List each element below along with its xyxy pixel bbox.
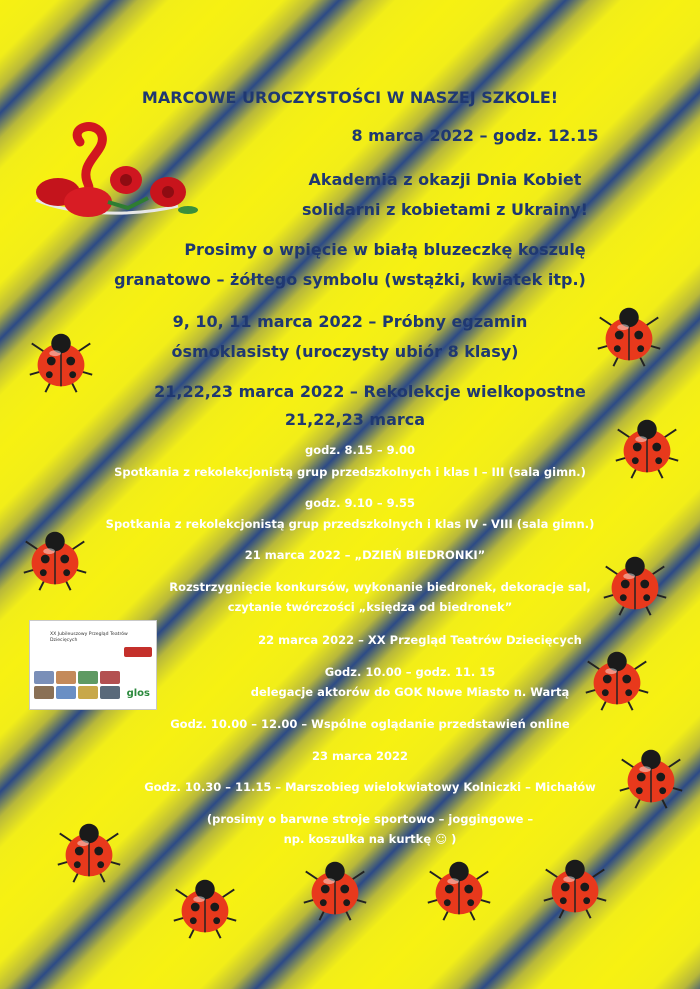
event-line: ósmoklasisty (uroczysty ubiór 8 klasy) (171, 342, 519, 361)
ladybug-icon (296, 850, 374, 928)
event-line: Prosimy o wpięcie w białą bluzeczkę koszulę (184, 240, 586, 259)
page-title: MARCOWE UROCZYSTOŚCI W NASZEJ SZKOLE! (141, 88, 559, 107)
glos-logo: glos (126, 688, 150, 699)
schedule-line: Rozstrzygnięcie konkursów, wykonanie biedronek, dekoracje sal, (169, 580, 591, 594)
event-line: solidarni z kobietami z Ukrainy! (302, 200, 588, 219)
schedule-line: godz. 8.15 – 9.00 (305, 443, 415, 457)
event-line: Akademia z okazji Dnia Kobiet (308, 170, 582, 189)
schedule-line: (prosimy o barwne stroje sportowo – joggingowe – (206, 812, 534, 826)
schedule-line: godz. 9.10 – 9.55 (305, 496, 415, 510)
ladybug-icon (50, 812, 128, 890)
schedule-line: np. koszulka na kurtkę ☺ ) (283, 832, 457, 846)
schedule-line: 21 marca 2022 – „DZIEŃ BIEDRONKI” (244, 548, 486, 562)
youtube-logo-icon (124, 647, 152, 657)
ladybug-icon (612, 738, 690, 816)
ladybug-icon (596, 545, 674, 623)
ladybug-icon (16, 520, 94, 598)
schedule-line: Godz. 10.00 – 12.00 – Wspólne oglądanie przedstawień online (170, 717, 570, 731)
ladybug-icon (536, 848, 614, 926)
ladybug-icon (578, 640, 656, 718)
ladybug-icon (166, 868, 244, 946)
date-line: 8 marca 2022 – godz. 12.15 (351, 126, 599, 145)
theater-review-poster-image (29, 620, 157, 710)
schedule-line: 22 marca 2022 – XX Przegląd Teatrów Dziecięcych (258, 633, 582, 647)
schedule-line: Godz. 10.00 – godz. 11. 15 (324, 665, 496, 679)
event-line: 21,22,23 marca 2022 – Rekolekcje wielkopostne (154, 382, 586, 401)
event-line: granatowo – żółtego symbolu (wstążki, kwiatek itp.) (114, 270, 586, 289)
schedule-line: delegacje aktorów do GOK Nowe Miasto n. Wartą (250, 685, 570, 699)
event-line: 9, 10, 11 marca 2022 – Próbny egzamin (172, 312, 528, 331)
schedule-line: Spotkania z rekolekcjonistą grup przedszkolnych i klas I – III (sala gimn.) (114, 465, 586, 479)
event-line: 21,22,23 marca (284, 410, 426, 429)
schedule-line: Godz. 10.30 – 11.15 – Marszobieg wielokwiatowy Kolniczki – Michałów (144, 780, 596, 794)
ladybug-icon (22, 322, 100, 400)
ladybug-icon (608, 408, 686, 486)
ladybug-icon (590, 296, 668, 374)
ladybug-icon (420, 850, 498, 928)
poster-title: XX Jubileuszowy Przegląd Teatrów Dziecięcych (50, 632, 128, 643)
schedule-line: 23 marca 2022 (311, 749, 408, 763)
schedule-line: czytanie twórczości „księdza od biedronek” (227, 600, 513, 614)
poster-photos (34, 671, 122, 701)
schedule-line: Spotkania z rekolekcjonistą grup przedszkolnych i klas IV - VIII (sala gimn.) (105, 517, 595, 531)
